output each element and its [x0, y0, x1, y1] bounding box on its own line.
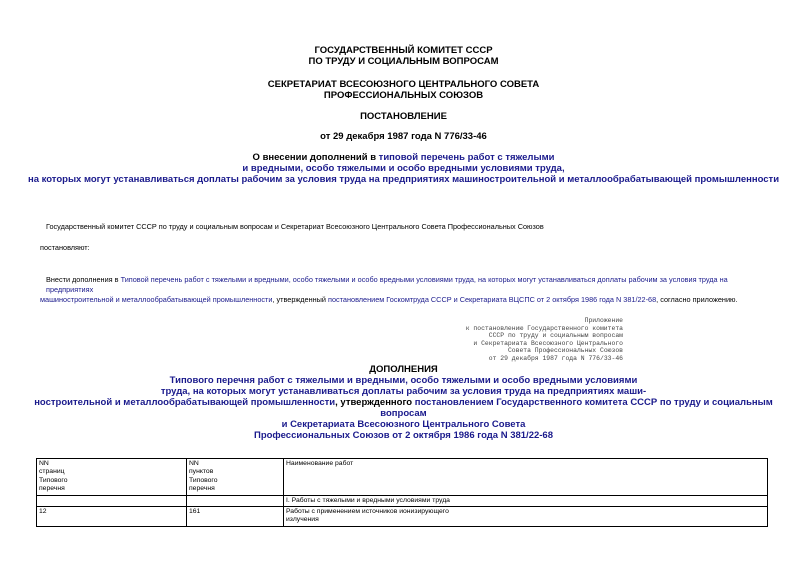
- header-cell-line: Типового: [39, 476, 68, 484]
- resolve-text: постановляют:: [40, 243, 90, 252]
- document-date-number: от 29 декабря 1987 года N 776/33-46: [320, 131, 487, 142]
- intro-text: Государственный комитет СССР по труду и социальным вопросам и Секретариат Всесоюзного Центрального Совета Профессиональных Союзов: [46, 222, 544, 231]
- header-cell-line: страниц: [39, 468, 65, 476]
- table-header-row: [37, 459, 768, 496]
- additions-table: [36, 458, 768, 527]
- additions-line-1[interactable]: Типового перечня работ с тяжелыми и вредными, особо тяжелыми и особо вредными условиями: [169, 375, 638, 386]
- para-mid: , утвержденный: [272, 295, 329, 304]
- main-paragraph-line-2: [40, 295, 775, 305]
- main-paragraph-line-1: [40, 275, 775, 295]
- additions-line-3: [0, 397, 807, 408]
- header-page-numbers: [37, 459, 187, 496]
- secretariat-line-2: ПРОФЕССИОНАЛЬНЫХ СОЮЗОВ: [323, 90, 484, 101]
- secretariat-title: [0, 79, 807, 101]
- committee-line-2: ПО ТРУДУ И СОЦИАЛЬНЫМ ВОПРОСАМ: [308, 56, 499, 67]
- section-empty-cell: [187, 495, 284, 506]
- para-suffix: , согласно приложению.: [656, 295, 738, 304]
- appendix-line-5: Совета Профессиональных Союзов: [507, 347, 623, 355]
- table-row: [37, 507, 768, 527]
- appendix-line-6: от 29 декабря 1987 года N 776/33-46: [488, 354, 623, 362]
- appendix-line-3: СССР по труду и социальным вопросам: [488, 332, 623, 340]
- header-work-name: [284, 459, 768, 496]
- additions-heading: [0, 364, 807, 441]
- table-section-row: [37, 495, 768, 506]
- typical-list-link[interactable]: типовой перечень работ с тяжелыми: [378, 152, 555, 163]
- row-work-name: [284, 507, 768, 527]
- additions-line-3-link2[interactable]: постановлением Государственного комитета СССР по труду и социальным: [414, 397, 773, 408]
- document-type: ПОСТАНОВЛЕНИЕ: [360, 111, 447, 122]
- document-subject: [0, 152, 807, 185]
- typical-list-link-2[interactable]: Типовой перечень работ с тяжелыми и вредными, особо тяжелыми и особо вредными условиями труда, на которых могут устанавливаться доплаты рабочим за условия труда на предприятиях: [46, 275, 728, 294]
- typical-list-link-2b[interactable]: машиностроительной и металлообрабатывающей промышленности: [40, 295, 273, 304]
- subject-line-1-prefix: О внесении дополнений в: [252, 152, 379, 163]
- appendix-line-1: Приложение: [584, 317, 623, 324]
- section-empty-cell: [37, 495, 187, 506]
- additions-line-2[interactable]: труда, на которых могут устанавливаться доплаты рабочим за условия труда на предприятиях маши-: [160, 386, 647, 397]
- subject-line-3[interactable]: на которых могут устанавливаться доплаты рабочим за условия труда на предприятиях машиностроительной и металлообрабатывающей промышленности: [27, 174, 780, 185]
- header-cell-line: пунктов: [189, 468, 214, 476]
- main-paragraph: [40, 275, 775, 305]
- additions-title: ДОПОЛНЕНИЯ: [369, 364, 438, 375]
- additions-line-5[interactable]: и Секретариата Всесоюзного Центрального Совета: [281, 419, 526, 430]
- committee-title: [0, 45, 807, 67]
- additions-line-4[interactable]: вопросам: [380, 408, 427, 419]
- resolution-link[interactable]: постановлением Госкомтруда СССР и Секретариата ВЦСПС от 2 октября 1986 года N 381/22-68: [328, 295, 657, 304]
- additions-line-6[interactable]: Профессиональных Союзов от 2 октября 1986 года N 381/22-68: [254, 430, 553, 441]
- header-cell-line: Наименование работ: [286, 460, 354, 467]
- header-cell-line: Типового: [189, 476, 218, 484]
- row-work-name-line: Работы с применением источников ионизирующего: [286, 508, 449, 516]
- appendix-line-4: и Секретариата Всесоюзного Центрального: [473, 339, 623, 347]
- committee-line-1: ГОСУДАРСТВЕННЫЙ КОМИТЕТ СССР: [314, 45, 493, 56]
- additions-line-3-link[interactable]: ностроительной и металлообрабатывающей промышленности: [34, 397, 336, 408]
- row-work-name-line: излучения: [286, 516, 319, 524]
- additions-line-3-mid: , утвержденного: [335, 397, 415, 408]
- appendix-note: [430, 317, 623, 363]
- header-cell-line: NN: [39, 460, 49, 467]
- header-item-numbers: [187, 459, 284, 496]
- row-item-number: 161: [187, 507, 284, 527]
- header-cell-line: NN: [189, 460, 199, 467]
- subject-line-2[interactable]: и вредными, особо тяжелыми и особо вредными условиями труда,: [242, 163, 565, 174]
- row-page-number: 12: [37, 507, 187, 527]
- secretariat-line-1: СЕКРЕТАРИАТ ВСЕСОЮЗНОГО ЦЕНТРАЛЬНОГО СОВЕТА: [267, 79, 540, 90]
- subject-line-1: [0, 152, 807, 163]
- appendix-line-2: к постановлению Государственного комитета: [465, 324, 623, 332]
- header-cell-line: перечня: [189, 485, 215, 493]
- para-prefix: Внести дополнения в: [46, 275, 121, 284]
- section-title: I. Работы с тяжелыми и вредными условиями труда: [284, 495, 768, 506]
- header-cell-line: перечня: [39, 485, 65, 493]
